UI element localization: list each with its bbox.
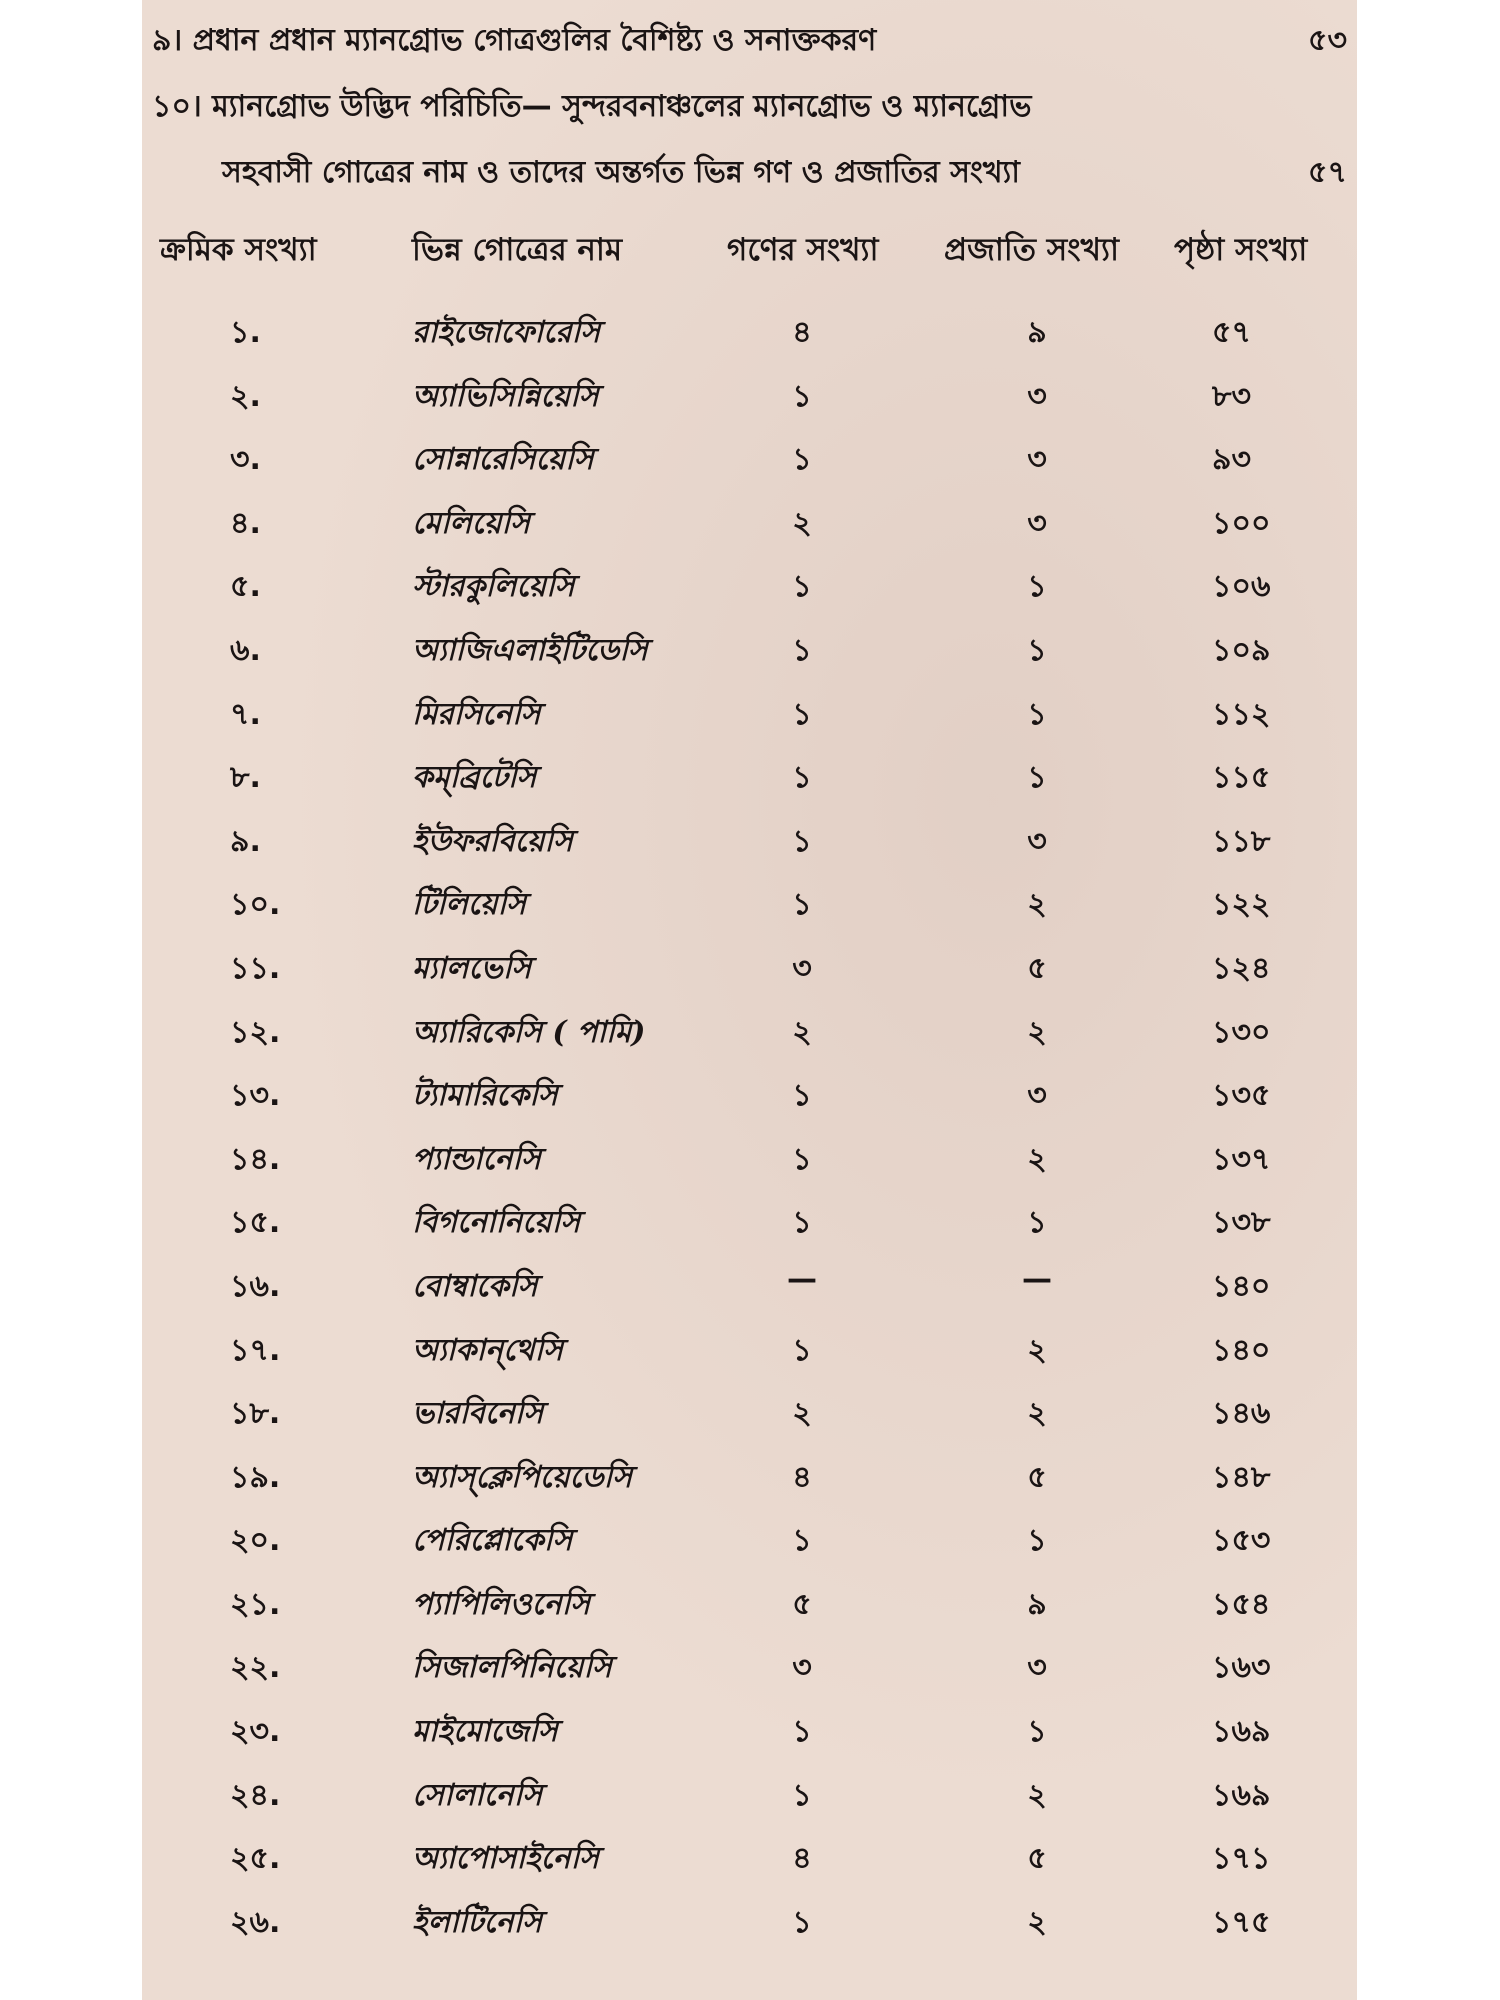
page-number-cell: ১০৯ xyxy=(1212,632,1271,668)
serial-cell: ১২. xyxy=(230,1014,281,1050)
species-count-cell: ২ xyxy=(1027,1141,1047,1177)
table-row xyxy=(142,427,1357,491)
species-count-cell: ৫ xyxy=(1027,1459,1047,1495)
genus-count-cell: ১ xyxy=(792,442,812,478)
species-count-cell: ১ xyxy=(1027,1714,1047,1750)
family-name-cell: সোন্নারেসিয়েসি xyxy=(412,442,594,478)
table-row xyxy=(142,1572,1357,1636)
species-count-cell: ২ xyxy=(1027,887,1047,923)
table-row xyxy=(142,809,1357,873)
table-row xyxy=(142,1508,1357,1572)
table-row xyxy=(142,1063,1357,1127)
genus-count-cell: ১ xyxy=(792,569,812,605)
genus-count-cell: ৩ xyxy=(792,950,812,986)
page-number-cell: ১৬৩ xyxy=(1212,1650,1271,1686)
table-header xyxy=(142,226,1357,276)
serial-cell: ৯. xyxy=(230,823,261,859)
serial-cell: ৬. xyxy=(230,632,261,668)
serial-cell: ৩. xyxy=(230,442,261,478)
family-name-cell: স্টারকুলিয়েসি xyxy=(412,569,575,605)
family-name-cell: বোম্বাকেসি xyxy=(412,1268,538,1304)
table-row xyxy=(142,1000,1357,1064)
serial-cell: ১৩. xyxy=(230,1078,281,1114)
table-row xyxy=(142,1127,1357,1191)
family-name-cell: ভারবিনেসি xyxy=(412,1396,544,1432)
table-row xyxy=(142,364,1357,428)
family-name-cell: ম্যালভেসি xyxy=(412,950,532,986)
family-name-cell: অ্যাভিসিন্নিয়েসি xyxy=(412,378,599,414)
header-genus: গণের সংখ্যা xyxy=(727,232,879,268)
genus-count-cell: ১ xyxy=(792,1332,812,1368)
table-row xyxy=(142,745,1357,809)
genus-count-cell: ১ xyxy=(792,1141,812,1177)
genus-count-cell: ৪ xyxy=(792,1841,812,1877)
genus-count-cell: — xyxy=(787,1261,817,1297)
species-count-cell: ১ xyxy=(1027,1205,1047,1241)
header-family: ভিন্ন গোত্রের নাম xyxy=(412,232,623,268)
species-count-cell: ১ xyxy=(1027,632,1047,668)
table-row xyxy=(142,682,1357,746)
family-table xyxy=(142,300,1357,1953)
toc-entry-9 xyxy=(152,16,1347,67)
family-name-cell: প্যান্ডানেসি xyxy=(412,1141,541,1177)
page-number-cell: ১১৫ xyxy=(1212,760,1271,796)
serial-cell: ১৯. xyxy=(230,1459,281,1495)
page-number-cell: ১৭১ xyxy=(1212,1841,1271,1877)
table-row xyxy=(142,1763,1357,1827)
table-row xyxy=(142,1318,1357,1382)
genus-count-cell: ২ xyxy=(792,505,812,541)
toc-entry-label: সহবাসী গোত্রের নাম ও তাদের অন্তর্গত ভিন্ন গণ ও প্রজাতির সংখ্যা xyxy=(222,155,1020,190)
species-count-cell: ৩ xyxy=(1027,823,1047,859)
species-count-cell: — xyxy=(1022,1261,1052,1297)
page-number-cell: ১৩৫ xyxy=(1212,1078,1271,1114)
page-number-cell: ১০৬ xyxy=(1212,569,1271,605)
family-name-cell: অ্যাজিএলাইটিডেসি xyxy=(412,632,648,668)
serial-cell: ২৫. xyxy=(230,1841,281,1877)
species-count-cell: ১ xyxy=(1027,1523,1047,1559)
family-name-cell: সিজালপিনিয়েসি xyxy=(412,1650,612,1686)
table-row xyxy=(142,300,1357,364)
table-row xyxy=(142,1890,1357,1954)
family-name-cell: অ্যাস্‌ক্লেপিয়েডেসি xyxy=(412,1459,633,1495)
serial-cell: ২. xyxy=(230,378,261,414)
serial-cell: ১০. xyxy=(230,887,281,923)
species-count-cell: ২ xyxy=(1027,1332,1047,1368)
species-count-cell: ১ xyxy=(1027,696,1047,732)
serial-cell: ২২. xyxy=(230,1650,281,1686)
species-count-cell: ১ xyxy=(1027,760,1047,796)
genus-count-cell: ১ xyxy=(792,1714,812,1750)
species-count-cell: ৯ xyxy=(1027,315,1047,350)
genus-count-cell: ১ xyxy=(792,696,812,732)
toc-entry-label: ১০। ম্যানগ্রোভ উদ্ভিদ পরিচিতি— সুন্দরবনাঞ্চলের ম্যানগ্রোভ ও ম্যানগ্রোভ xyxy=(152,89,1032,124)
table-row xyxy=(142,872,1357,936)
species-count-cell: ৩ xyxy=(1027,1650,1047,1686)
table-row xyxy=(142,936,1357,1000)
serial-cell: ৭. xyxy=(230,696,261,732)
family-name-cell: ইউফরবিয়েসি xyxy=(412,823,573,859)
page-number-cell: ১১৮ xyxy=(1212,823,1271,859)
species-count-cell: ৩ xyxy=(1027,442,1047,478)
species-count-cell: ৩ xyxy=(1027,378,1047,414)
serial-cell: ৫. xyxy=(230,569,261,605)
page-number-cell: ১৩৭ xyxy=(1212,1141,1271,1177)
page-number-cell: ৯৩ xyxy=(1212,442,1251,478)
page-number-cell: ১৬৯ xyxy=(1212,1777,1271,1813)
genus-count-cell: ৩ xyxy=(792,1650,812,1686)
table-row xyxy=(142,491,1357,555)
page-number-cell: ১৩০ xyxy=(1212,1014,1271,1050)
table-row xyxy=(142,1254,1357,1318)
genus-count-cell: ১ xyxy=(792,1523,812,1559)
genus-count-cell: ১ xyxy=(792,1904,812,1940)
family-name-cell: বিগনোনিয়েসি xyxy=(412,1205,581,1241)
species-count-cell: ৩ xyxy=(1027,1078,1047,1114)
species-count-cell: ৫ xyxy=(1027,1841,1047,1877)
family-name-cell: সোলানেসি xyxy=(412,1777,543,1813)
genus-count-cell: ১ xyxy=(792,760,812,796)
serial-cell: ১৫. xyxy=(230,1205,281,1241)
family-name-cell: মিরসিনেসি xyxy=(412,696,541,732)
family-name-cell: রাইজোফোরেসি xyxy=(412,315,601,350)
page-number-cell: ১৪৮ xyxy=(1212,1459,1271,1495)
genus-count-cell: ১ xyxy=(792,887,812,923)
family-name-cell: মাইমোজেসি xyxy=(412,1714,558,1750)
table-row xyxy=(142,554,1357,618)
serial-cell: ১৬. xyxy=(230,1268,281,1304)
genus-count-cell: ১ xyxy=(792,1078,812,1114)
page-number-cell: ১৪০ xyxy=(1212,1332,1271,1368)
genus-count-cell: ১ xyxy=(792,378,812,414)
family-name-cell: প্যাপিলিওনেসি xyxy=(412,1586,591,1622)
page-number-cell: ১৫৩ xyxy=(1212,1523,1271,1559)
genus-count-cell: ৪ xyxy=(792,1459,812,1495)
family-name-cell: মেলিয়েসি xyxy=(412,505,530,541)
species-count-cell: ২ xyxy=(1027,1777,1047,1813)
species-count-cell: ২ xyxy=(1027,1014,1047,1050)
page-number-cell: ১৫৪ xyxy=(1212,1586,1271,1622)
species-count-cell: ৩ xyxy=(1027,505,1047,541)
book-page xyxy=(142,0,1357,2000)
family-name-cell: অ্যাকান্‌থেসি xyxy=(412,1332,563,1368)
genus-count-cell: ১ xyxy=(792,632,812,668)
genus-count-cell: ১ xyxy=(792,1777,812,1813)
serial-cell: ২৪. xyxy=(230,1777,281,1813)
family-name-cell: টিলিয়েসি xyxy=(412,887,526,923)
table-row xyxy=(142,1826,1357,1890)
genus-count-cell: ১ xyxy=(792,1205,812,1241)
page-number-cell: ১২২ xyxy=(1212,887,1271,923)
serial-cell: ২১. xyxy=(230,1586,281,1622)
family-name-cell: অ্যাপোসাইনেসি xyxy=(412,1841,599,1877)
toc-entry-10-continued xyxy=(222,148,1347,199)
family-name-cell: পেরিপ্লোকেসি xyxy=(412,1523,573,1559)
page-number-cell: ১৭৫ xyxy=(1212,1904,1271,1940)
species-count-cell: ২ xyxy=(1027,1396,1047,1432)
serial-cell: ৮. xyxy=(230,760,261,796)
page-number-cell: ১০০ xyxy=(1212,505,1271,541)
table-row xyxy=(142,1381,1357,1445)
species-count-cell: ২ xyxy=(1027,1904,1047,1940)
species-count-cell: ৫ xyxy=(1027,950,1047,986)
genus-count-cell: ৫ xyxy=(792,1586,812,1622)
table-row xyxy=(142,1190,1357,1254)
serial-cell: ৪. xyxy=(230,505,261,541)
toc-entry-page: ৫৭ xyxy=(1308,155,1347,190)
page-number-cell: ১১২ xyxy=(1212,696,1271,732)
serial-cell: ১৮. xyxy=(230,1396,281,1432)
family-name-cell: কম্‌ব্রিটেসি xyxy=(412,760,537,796)
page-number-cell: ৮৩ xyxy=(1212,378,1251,414)
toc-entry-page: ৫৩ xyxy=(1308,23,1347,58)
family-name-cell: ট্যামারিকেসি xyxy=(412,1078,558,1114)
page-number-cell: ১৪৬ xyxy=(1212,1396,1271,1432)
serial-cell: ১১. xyxy=(230,950,281,986)
toc-entry-10 xyxy=(152,82,1347,133)
family-name-cell: অ্যারিকেসি ( পামি) xyxy=(412,1014,646,1050)
genus-count-cell: ২ xyxy=(792,1014,812,1050)
genus-count-cell: ১ xyxy=(792,823,812,859)
page-number-cell: ১৩৮ xyxy=(1212,1205,1271,1241)
header-page: পৃষ্ঠা সংখ্যা xyxy=(1174,232,1308,268)
page-number-cell: ১৬৯ xyxy=(1212,1714,1271,1750)
serial-cell: ১. xyxy=(230,315,261,350)
page-number-cell: ৫৭ xyxy=(1212,315,1251,350)
table-row xyxy=(142,618,1357,682)
serial-cell: ২০. xyxy=(230,1523,281,1559)
family-name-cell: ইলাটিনেসি xyxy=(412,1904,542,1940)
species-count-cell: ১ xyxy=(1027,569,1047,605)
serial-cell: ১৭. xyxy=(230,1332,281,1368)
page-number-cell: ১২৪ xyxy=(1212,950,1271,986)
header-species: প্রজাতি সংখ্যা xyxy=(944,232,1119,268)
table-row xyxy=(142,1445,1357,1509)
table-row xyxy=(142,1635,1357,1699)
serial-cell: ২৬. xyxy=(230,1904,281,1940)
genus-count-cell: ২ xyxy=(792,1396,812,1432)
page-number-cell: ১৪০ xyxy=(1212,1268,1271,1304)
genus-count-cell: ৪ xyxy=(792,315,812,350)
header-serial: ক্রমিক সংখ্যা xyxy=(160,232,317,268)
serial-cell: ১৪. xyxy=(230,1141,281,1177)
serial-cell: ২৩. xyxy=(230,1714,281,1750)
toc-entry-label: ৯। প্রধান প্রধান ম্যানগ্রোভ গোত্রগুলির বৈশিষ্ট্য ও সনাক্তকরণ xyxy=(152,23,877,58)
table-row xyxy=(142,1699,1357,1763)
species-count-cell: ৯ xyxy=(1027,1586,1047,1622)
